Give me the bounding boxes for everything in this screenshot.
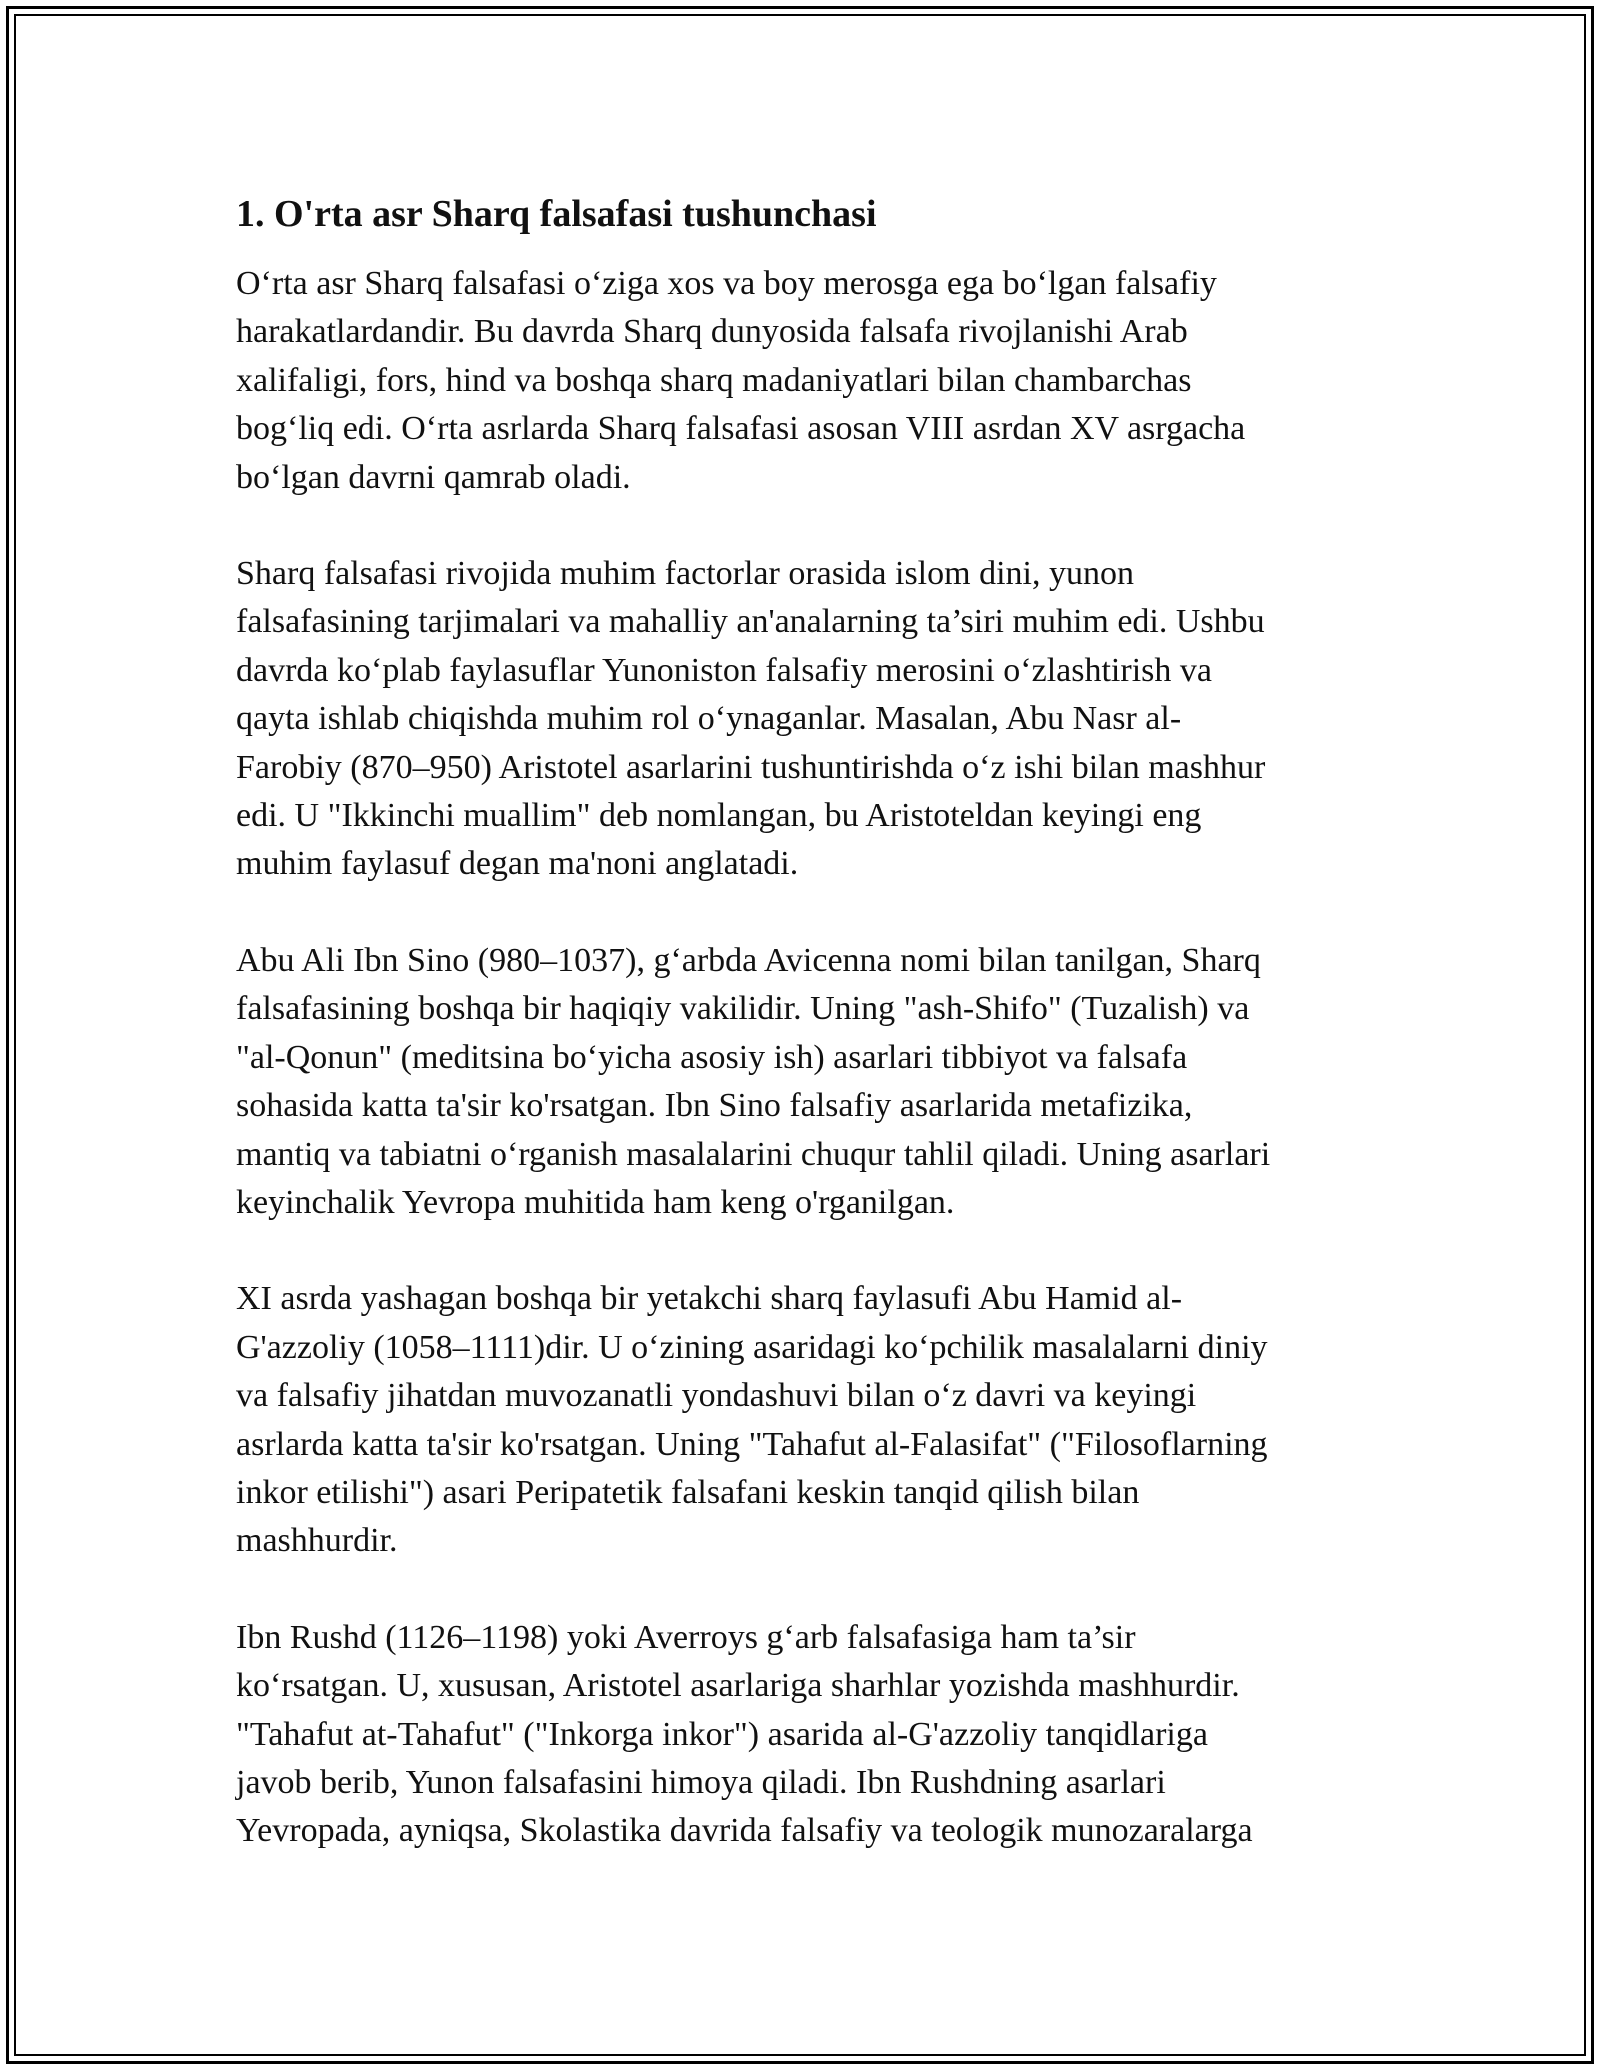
text-line: harakatlardandir. Bu davrda Sharq dunyosida falsafa rivojlanishi Arab [236,313,1188,351]
paragraph-4 [236,1275,1366,1565]
text-line: keyinchalik Yevropa muhitida ham keng o'rganilgan. [236,1183,955,1221]
text-line: Farobiy (870–950) Aristotel asarlarini tushuntirishda o‘z ishi bilan mashhur [236,748,1266,786]
text-line: ko‘rsatgan. U, xususan, Aristotel asarlariga sharhlar yozishda mashhurdir. [236,1667,1240,1705]
text-line: falsafasining boshqa bir haqiqiy vakilidir. Uning "ash-Shifo" (Tuzalish) va [236,990,1250,1028]
text-line: "Tahafut at-Tahafut" ("Inkorga inkor") asarida al-G'azzoliy tanqidlariga [236,1715,1208,1753]
text-line: inkor etilishi") asari Peripatetik falsafani keskin tanqid qilish bilan [236,1473,1140,1511]
text-line: Ibn Rushd (1126–1198) yoki Averroys g‘arb falsafasiga ham ta’sir [236,1618,1136,1656]
text-line: mantiq va tabiatni o‘rganish masalalarini chuqur tahlil qiladi. Uning asarlari [236,1135,1271,1173]
text-line: javob berib, Yunon falsafasini himoya qiladi. Ibn Rushdning asarlari [236,1763,1166,1801]
paragraph-3 [236,937,1366,1227]
text-line: davrda ko‘plab faylasuflar Yunoniston falsafiy merosini o‘zlashtirish va [236,651,1212,689]
text-line: Abu Ali Ibn Sino (980–1037), g‘arbda Avicenna nomi bilan tanilgan, Sharq [236,941,1261,979]
text-line: mashhurdir. [236,1522,398,1560]
text-line: "al-Qonun" (meditsina bo‘yicha asosiy ish) asarlari tibbiyot va falsafa [236,1038,1188,1076]
text-line: falsafasining tarjimalari va mahalliy an'analarning ta’siri muhim edi. Ushbu [236,603,1265,641]
section-heading: 1. O'rta asr Sharq falsafasi tushunchasi [236,193,877,235]
text-line: Yevropada, ayniqsa, Skolastika davrida falsafiy va teologik munozaralarga [236,1812,1253,1850]
text-line: Sharq falsafasi rivojida muhim factorlar orasida islom dini, yunon [236,555,1134,593]
text-line: bog‘liq edi. O‘rta asrlarda Sharq falsafasi asosan VIII asrdan XV asrgacha [236,410,1246,448]
paragraph-1 [236,260,1366,502]
text-line: asrlarda katta ta'sir ko'rsatgan. Uning "Tahafut al-Falasifat" ("Filosoflarning [236,1425,1268,1463]
text-line: edi. U "Ikkinchi muallim" deb nomlangan, bu Aristoteldan keyingi eng [236,797,1202,835]
text-line: G'azzoliy (1058–1111)dir. U o‘zining asaridagi ko‘pchilik masalalarni diniy [236,1328,1268,1366]
text-line: bo‘lgan davrni qamrab oladi. [236,458,631,496]
paragraph-2 [236,550,1366,889]
paragraph-5 [236,1614,1366,1856]
text-line: va falsafiy jihatdan muvozanatli yondashuvi bilan o‘z davri va keyingi [236,1377,1197,1415]
text-line: xalifaligi, fors, hind va boshqa sharq madaniyatlari bilan chambarchas [236,361,1192,399]
document-body [236,190,1366,1904]
text-line: qayta ishlab chiqishda muhim rol o‘ynaganlar. Masalan, Abu Nasr al- [236,700,1182,738]
text-line: sohasida katta ta'sir ko'rsatgan. Ibn Sino falsafiy asarlarida metafizika, [236,1087,1193,1125]
text-line: O‘rta asr Sharq falsafasi o‘ziga xos va boy merosga ega bo‘lgan falsafiy [236,265,1217,302]
text-line: XI asrda yashagan boshqa bir yetakchi sharq faylasufi Abu Hamid al- [236,1280,1183,1318]
text-line: muhim faylasuf degan ma'noni anglatadi. [236,845,799,883]
